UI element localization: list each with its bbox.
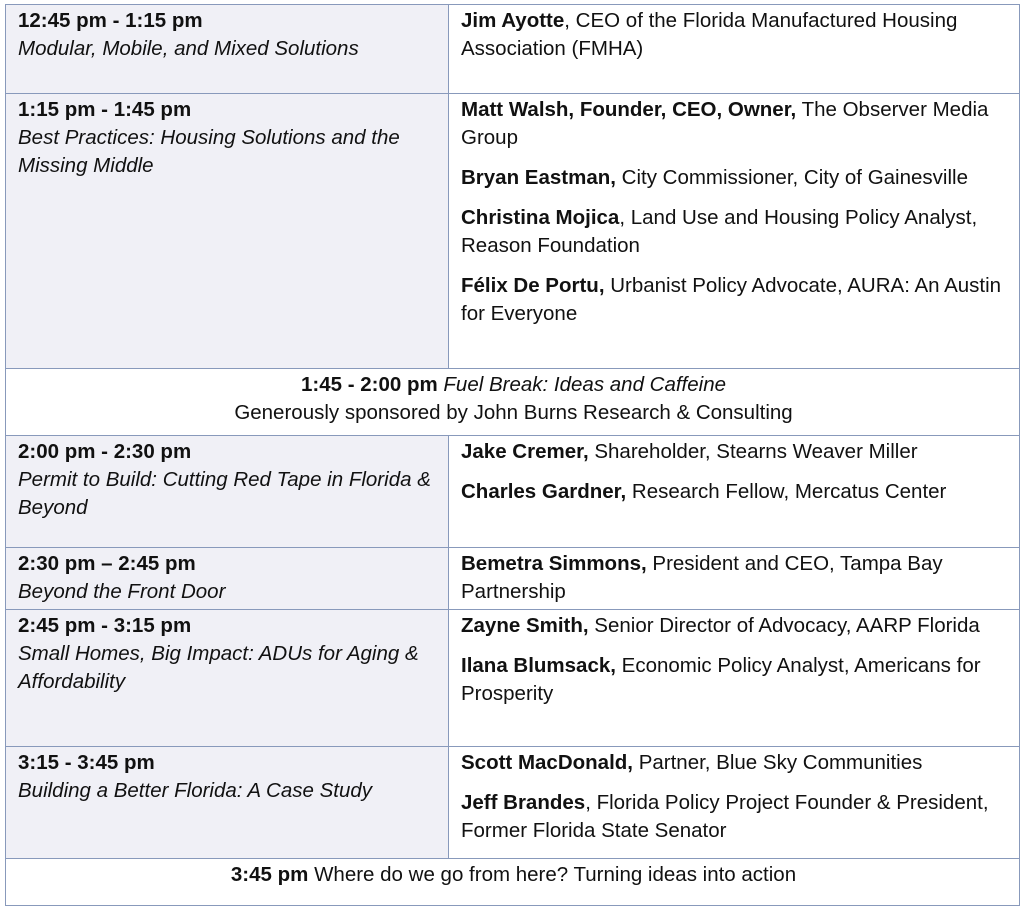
session-title: Beyond the Front Door: [18, 580, 226, 603]
speaker-role: City Commissioner, City of Gainesville: [615, 166, 968, 189]
session-time-cell: [6, 548, 449, 610]
speaker-role: Partner, Blue Sky Communities: [633, 751, 923, 774]
speaker: [461, 7, 1009, 63]
agenda-body: [6, 5, 1020, 906]
session-row: [6, 548, 1020, 610]
speaker: [461, 96, 1009, 152]
speaker-role: Economic Policy Analyst, Americans for Prosperity: [461, 654, 981, 705]
speaker-name: Ilana Blumsack,: [461, 654, 616, 677]
speaker-role: Senior Director of Advocacy, AARP Florida: [588, 614, 980, 637]
speaker-role: President and CEO, Tampa Bay Partnership: [461, 552, 943, 603]
speaker-name: Jake Cremer,: [461, 440, 589, 463]
session-time: 2:00 pm - 2:30 pm: [18, 440, 192, 463]
closing-time: 3:45 pm: [230, 863, 309, 886]
speaker: [461, 652, 1009, 708]
session-title: Building a Better Florida: A Case Study: [18, 779, 372, 802]
speaker-name: Scott MacDonald,: [461, 751, 633, 774]
session-row: [6, 436, 1020, 548]
closing-row: [6, 859, 1020, 906]
speaker-name: Zayne Smith,: [461, 614, 589, 637]
session-time-cell: [6, 610, 449, 747]
session-time-cell: [6, 436, 449, 548]
session-title: Permit to Build: Cutting Red Tape in Florida & Beyond: [18, 468, 431, 519]
speaker-role: , Florida Policy Project Founder & President, Former Florida State Senator: [461, 791, 989, 842]
speaker: [461, 272, 1009, 328]
speaker-name: Christina Mojica: [461, 206, 620, 229]
speaker: [461, 164, 1009, 192]
speaker-role: Research Fellow, Mercatus Center: [626, 480, 947, 503]
speaker-role: , CEO of the Florida Manufactured Housing Association (FMHA): [461, 9, 958, 60]
session-time: 1:15 pm - 1:45 pm: [18, 98, 192, 121]
speaker: [461, 789, 1009, 845]
session-time-cell: [6, 747, 449, 859]
session-title: Best Practices: Housing Solutions and the Missing Middle: [18, 126, 400, 177]
session-time: 2:30 pm – 2:45 pm: [18, 552, 196, 575]
break-cell: [6, 369, 1020, 436]
session-speakers-cell: [449, 747, 1020, 859]
speaker-name: Charles Gardner,: [461, 480, 627, 503]
session-title: Modular, Mobile, and Mixed Solutions: [18, 37, 359, 60]
speaker-name: Bemetra Simmons,: [461, 552, 647, 575]
speaker: [461, 478, 1009, 506]
speaker-name: Jim Ayotte: [461, 9, 565, 32]
session-speakers-cell: [449, 5, 1020, 94]
speaker-name: Félix De Portu,: [461, 274, 605, 297]
session-row: [6, 747, 1020, 859]
session-row: [6, 610, 1020, 747]
session-speakers-cell: [449, 548, 1020, 610]
session-speakers-cell: [449, 436, 1020, 548]
speaker: [461, 204, 1009, 260]
session-speakers-cell: [449, 610, 1020, 747]
session-time-cell: [6, 5, 449, 94]
session-row: [6, 5, 1020, 94]
break-sponsor: Generously sponsored by John Burns Research & Consulting: [234, 401, 793, 424]
speaker: [461, 550, 1009, 606]
speaker-name: Bryan Eastman,: [461, 166, 616, 189]
session-speakers-cell: [449, 94, 1020, 369]
session-row: [6, 94, 1020, 369]
closing-text: Where do we go from here? Turning ideas into action: [308, 863, 797, 886]
speaker-name: Matt Walsh, Founder, CEO, Owner,: [461, 98, 797, 121]
session-time: 12:45 pm - 1:15 pm: [18, 9, 203, 32]
break-line: [18, 371, 1009, 399]
session-title: Small Homes, Big Impact: ADUs for Aging & Affordability: [18, 642, 419, 693]
speaker-role: Shareholder, Stearns Weaver Miller: [588, 440, 918, 463]
speaker: [461, 749, 1009, 777]
break-title: Fuel Break: Ideas and Caffeine: [437, 373, 727, 396]
closing-cell: [6, 859, 1020, 906]
session-time-cell: [6, 94, 449, 369]
speaker-name: Jeff Brandes: [461, 791, 586, 814]
speaker-role: , Land Use and Housing Policy Analyst, Reason Foundation: [461, 206, 978, 257]
speaker: [461, 612, 1009, 640]
speaker-role: The Observer Media Group: [461, 98, 989, 149]
session-time: 2:45 pm - 3:15 pm: [18, 614, 192, 637]
break-row: [6, 369, 1020, 436]
speaker-role: Urbanist Policy Advocate, AURA: An Austin for Everyone: [461, 274, 1002, 325]
session-time: 3:15 - 3:45 pm: [18, 751, 155, 774]
speaker: [461, 438, 1009, 466]
agenda-table: [5, 4, 1020, 906]
break-time: 1:45 - 2:00 pm: [300, 373, 438, 396]
